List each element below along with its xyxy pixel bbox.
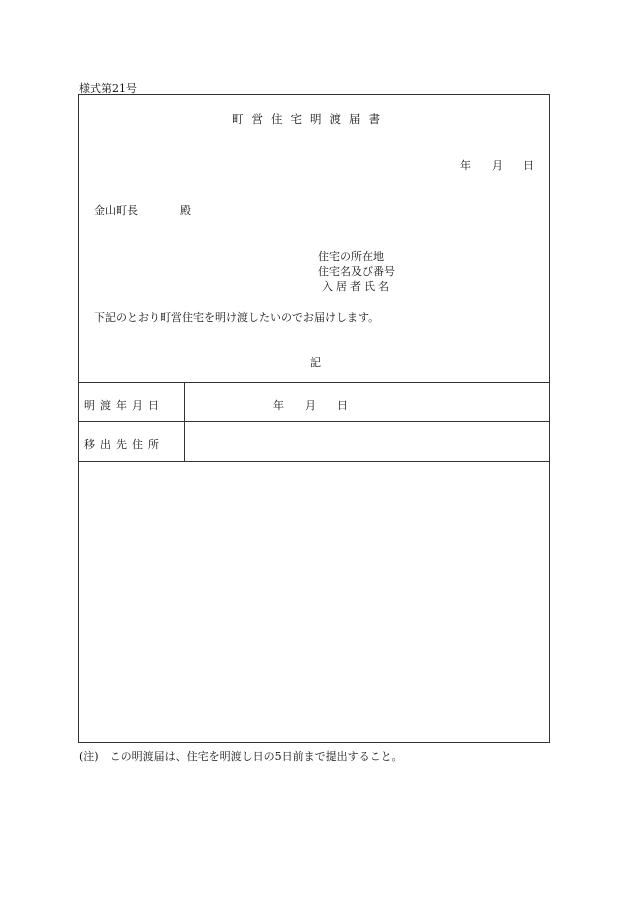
footnote: (注) この明渡届は、住宅を明渡し日の5日前まで提出すること。 xyxy=(79,750,403,763)
document-title: 町営住宅明渡届書 xyxy=(232,112,388,126)
new-address-label: 移出先住所 xyxy=(84,438,164,451)
date-year-label: 年 xyxy=(460,159,471,172)
house-address-label: 住宅の所在地 xyxy=(318,250,384,263)
move-date-day-label: 日 xyxy=(337,399,348,412)
house-name-number-label: 住宅名及び番号 xyxy=(318,265,395,278)
table-divider xyxy=(78,461,550,462)
move-date-month-label: 月 xyxy=(305,399,316,412)
move-date-year-label: 年 xyxy=(273,399,284,412)
addressee: 金山町長 xyxy=(94,204,138,217)
date-day-label: 日 xyxy=(523,159,534,172)
table-divider xyxy=(78,421,550,422)
ki-heading: 記 xyxy=(310,356,321,369)
move-date-label: 明渡年月日 xyxy=(84,399,164,412)
honorific: 殿 xyxy=(180,204,191,217)
resident-name-label: 入居者氏名 xyxy=(322,280,392,293)
table-divider xyxy=(78,382,550,383)
form-code: 様式第21号 xyxy=(79,82,137,95)
form-frame xyxy=(78,94,550,743)
date-month-label: 月 xyxy=(492,159,503,172)
table-column-divider xyxy=(184,382,185,462)
body-text: 下記のとおり町営住宅を明け渡したいのでお届けします。 xyxy=(94,311,380,324)
